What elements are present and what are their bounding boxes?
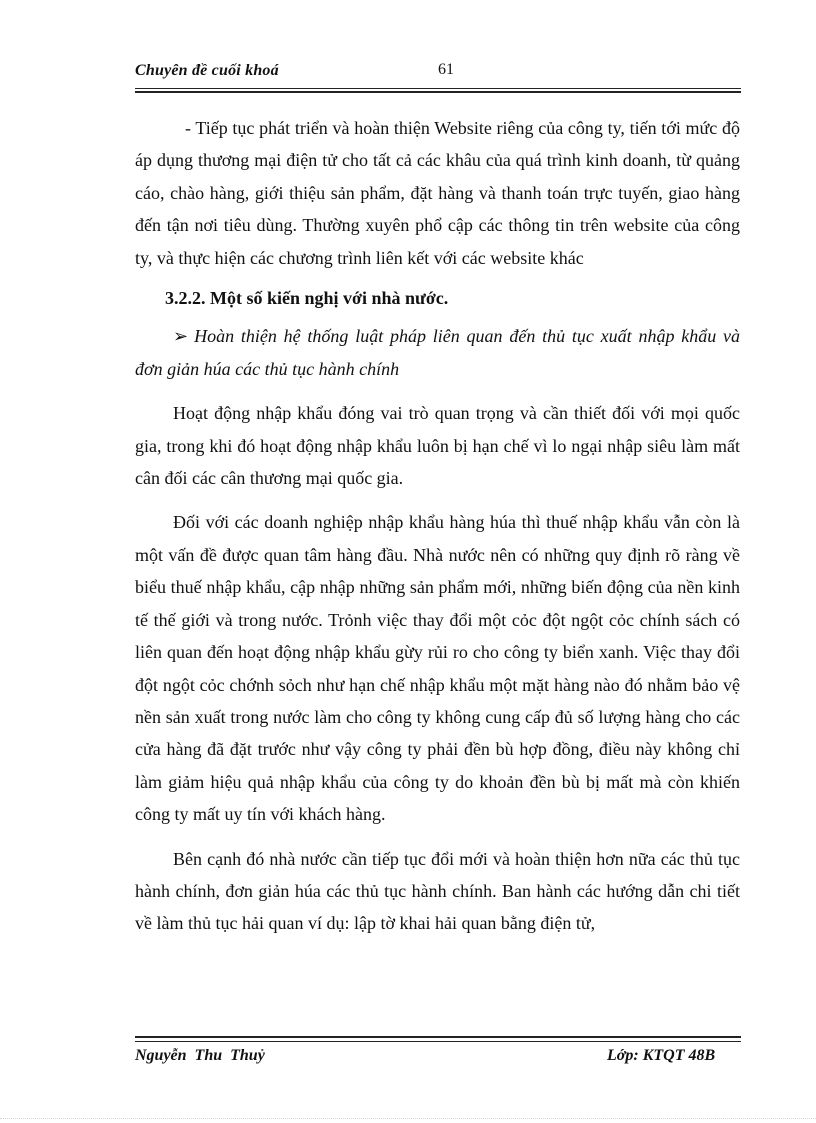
footer-class: Lớp: KTQT 48B: [607, 1047, 716, 1064]
bullet-text: Hoàn thiện hệ thống luật pháp liên quan đến thủ tục xuất nhập khẩu và đơn giản húa các thủ tục hành chính: [135, 326, 740, 379]
page-number: 61: [438, 61, 454, 78]
paragraph-import-role: Hoạt động nhập khẩu đóng vai trò quan trọng và cần thiết đối với mọi quốc gia, trong khi đó hoạt động nhập khẩu luôn bị hạn chế vì lo ngại nhập siêu làm mất cân đối các cân thương mại quốc gia.: [135, 403, 740, 489]
header-rule-thick: [135, 91, 741, 93]
footer-rule-thick: [135, 1036, 741, 1038]
header-title: Chuyên đề cuối khoá: [135, 62, 279, 79]
arrow-bullet-icon: ➢: [173, 326, 189, 347]
paragraph-admin-procedures: Bên cạnh đó nhà nước cần tiếp tục đổi mới và hoàn thiện hơn nữa các thủ tục hành chính, đơn giản húa các thủ tục hành chính. Ban hành các hướng dẫn chi tiết về làm thủ tục hải quan ví dụ: lập tờ khai hải quan bằng điện tử,: [135, 848, 740, 934]
page-bottom-border: [0, 1118, 816, 1119]
footer-author: Nguyễn Thu Thuỷ: [135, 1047, 265, 1064]
paragraph-website: - Tiếp tục phát triển và hoàn thiện Website riêng của công ty, tiến tới mức độ áp dụng thương mại điện tử cho tất cả các khâu của quá trình kinh doanh, từ quảng cáo, chào hàng, giới thiệu sản phẩm, đặt hàng và thanh toán trực tuyến, giao hàng đến tận nơi tiêu dùng. Thường xuyên phổ cập các thông tin trên website của công ty, và thực hiện các chương trình liên kết với các website khác: [135, 118, 740, 268]
header-rule: [135, 88, 741, 89]
bullet-item: [135, 320, 740, 385]
paragraph-import-tax: Đối với các doanh nghiệp nhập khẩu hàng húa thì thuế nhập khẩu vẫn còn là một vấn đề được quan tâm hàng đầu. Nhà nước nên có những quy định rõ ràng về biểu thuế nhập khẩu, cập nhập những sản phẩm mới, những biến động của nền kinh tế thế giới và trong nước. Trỏnh việc thay đổi một cỏc đột ngột cỏc chính sách có liên quan đến hoạt động nhập khẩu gừy rủi ro cho công ty biển xanh. Việc thay đổi đột ngột cỏc chớnh sỏch như hạn chế nhập khẩu một mặt hàng nào đó nhằm bảo vệ nền sản xuất trong nước làm cho công ty không cung cấp đủ số lượng hàng cho các cửa hàng đã đặt trước như vậy công ty phải đền bù hợp đồng, điều này không chỉ làm giảm hiệu quả nhập khẩu của công ty do khoản đền bù bị mất mà còn khiến công ty mất uy tín với khách hàng.: [135, 512, 740, 825]
footer-rule: [135, 1041, 741, 1042]
document-body: [135, 112, 740, 952]
section-heading: 3.2.2. Một số kiến nghị với nhà nước.: [165, 288, 449, 309]
